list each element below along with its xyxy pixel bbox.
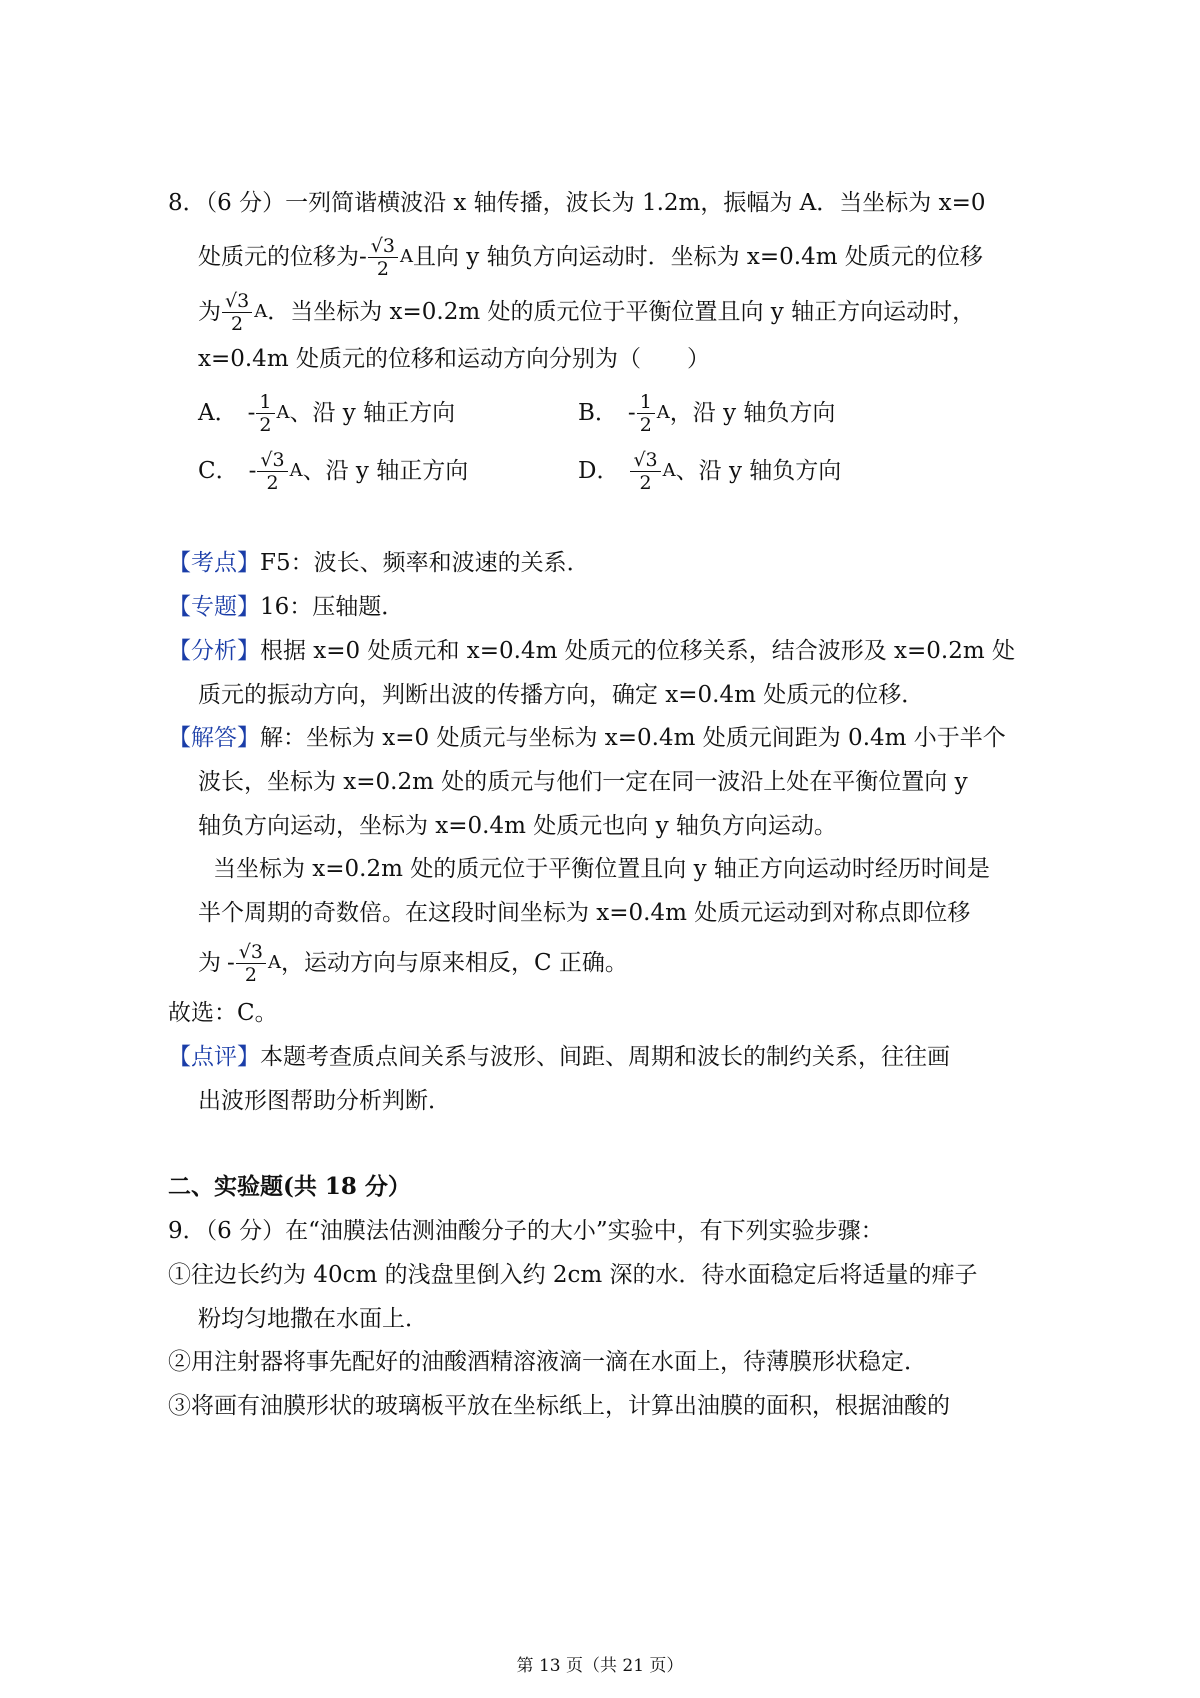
dianping-tag: 【点评】 bbox=[168, 1044, 260, 1070]
frac-unit: A bbox=[254, 301, 268, 322]
frac-num: √3 bbox=[222, 290, 252, 313]
q8-line3-post: ．当坐标为 x=0.2m 处的质元位于平衡位置且向 y 轴正方向运动时， bbox=[267, 299, 976, 325]
frac-unit: A bbox=[662, 460, 676, 481]
frac-unit: A bbox=[267, 952, 281, 973]
neg-sign: - bbox=[247, 400, 256, 426]
option-b-fraction bbox=[628, 391, 670, 436]
dianping-line2: 出波形图帮助分析判断． bbox=[198, 1088, 451, 1114]
frac-den: 2 bbox=[376, 257, 389, 280]
frac-unit: A bbox=[289, 460, 303, 481]
jieda-line6-post: ，运动方向与原来相反，C 正确。 bbox=[280, 950, 628, 976]
zhuanti-text: 16：压轴题． bbox=[260, 594, 405, 620]
frac-unit: A bbox=[656, 402, 670, 423]
q8-line1: 8．（6 分）一列简谐横波沿 x 轴传播，波长为 1.2m，振幅为 A．当坐标为 x=0 bbox=[168, 190, 986, 216]
option-d bbox=[578, 444, 841, 498]
jieda-line6 bbox=[198, 936, 628, 990]
jieda-tag: 【解答】 bbox=[168, 725, 260, 751]
frac-den: 2 bbox=[231, 312, 244, 335]
q8-fraction-2 bbox=[221, 290, 267, 335]
frac-num: 1 bbox=[256, 391, 274, 414]
q8-line2-pre: 处质元的位移为 bbox=[198, 244, 359, 270]
kaodian-tag: 【考点】 bbox=[168, 550, 260, 576]
frac-num: √3 bbox=[368, 235, 398, 258]
frac-unit: A bbox=[276, 402, 290, 423]
neg-sign: - bbox=[227, 950, 235, 976]
q9-step3: ③将画有油膜形状的玻璃板平放在坐标纸上，计算出油膜的面积，根据油酸的 bbox=[168, 1393, 950, 1419]
guxuan-line: 故选：C。 bbox=[168, 1000, 278, 1026]
zhuanti-line bbox=[168, 592, 404, 622]
option-letter: A． bbox=[198, 400, 238, 426]
frac-num: 1 bbox=[637, 391, 655, 414]
neg-sign: - bbox=[359, 244, 367, 270]
q8-line4: x=0.4m 处质元的位移和运动方向分别为（ ） bbox=[198, 346, 710, 372]
frac-num: √3 bbox=[236, 941, 266, 964]
section-heading: 二、实验题(共 18 分） bbox=[168, 1173, 411, 1200]
option-b bbox=[578, 388, 835, 438]
option-a bbox=[198, 388, 455, 438]
option-c bbox=[198, 444, 468, 498]
frac-den: 2 bbox=[639, 413, 652, 436]
option-d-fraction bbox=[629, 449, 675, 494]
q8-line2 bbox=[198, 232, 983, 282]
jieda-text: 解：坐标为 x=0 处质元与坐标为 x=0.4m 处质元间距为 0.4m 小于半个 bbox=[260, 725, 1006, 751]
q8-line3-pre: 为 bbox=[198, 299, 221, 325]
option-text: 、沿 y 轴负方向 bbox=[675, 458, 842, 484]
jieda-line5: 半个周期的奇数倍。在这段时间坐标为 x=0.4m 处质元运动到对称点即位移 bbox=[198, 900, 971, 926]
option-text: 、沿 y 轴正方向 bbox=[302, 458, 469, 484]
frac-num: √3 bbox=[257, 449, 287, 472]
q9-line1: 9．（6 分）在“油膜法估测油酸分子的大小”实验中，有下列实验步骤： bbox=[168, 1218, 884, 1244]
option-letter: C． bbox=[198, 458, 239, 484]
q9-step2: ②用注射器将事先配好的油酸酒精溶液滴一滴在水面上，待薄膜形状稳定． bbox=[168, 1349, 927, 1375]
frac-den: 2 bbox=[244, 963, 257, 986]
jieda-fraction bbox=[227, 941, 281, 986]
neg-sign: - bbox=[627, 400, 636, 426]
kaodian-text: F5：波长、频率和波速的关系． bbox=[260, 550, 590, 576]
option-a-fraction bbox=[248, 391, 290, 436]
fenxi-line2: 质元的振动方向，判断出波的传播方向，确定 x=0.4m 处质元的位移． bbox=[198, 682, 925, 708]
q8-line3 bbox=[198, 287, 975, 337]
fenxi-tag: 【分析】 bbox=[168, 638, 260, 664]
frac-num: √3 bbox=[630, 449, 660, 472]
option-text: ，沿 y 轴负方向 bbox=[669, 400, 836, 426]
kaodian-line bbox=[168, 548, 590, 578]
option-letter: D． bbox=[578, 458, 620, 484]
jieda-line3: 轴负方向运动，坐标为 x=0.4m 处质元也向 y 轴负方向运动。 bbox=[198, 813, 837, 839]
jieda-line6-pre: 为 bbox=[198, 950, 221, 976]
q8-fraction-1 bbox=[359, 235, 413, 280]
dianping-text: 本题考查质点间关系与波形、间距、周期和波长的制约关系，往往画 bbox=[260, 1044, 950, 1070]
frac-den: 2 bbox=[639, 471, 652, 494]
frac-unit: A bbox=[399, 246, 413, 267]
q9-step1b: 粉均匀地撒在水面上． bbox=[198, 1306, 428, 1332]
zhuanti-tag: 【专题】 bbox=[168, 594, 260, 620]
fenxi-line1 bbox=[168, 636, 1015, 666]
q8-line2-post: 且向 y 轴负方向运动时．坐标为 x=0.4m 处质元的位移 bbox=[412, 244, 983, 270]
fenxi-text: 根据 x=0 处质元和 x=0.4m 处质元的位移关系，结合波形及 x=0.2m 处 bbox=[260, 638, 1016, 664]
option-c-fraction bbox=[249, 449, 303, 494]
page-footer: 第 13 页（共 21 页） bbox=[516, 1656, 684, 1676]
option-text: 、沿 y 轴正方向 bbox=[289, 400, 456, 426]
jieda-line2: 波长，坐标为 x=0.2m 处的质元与他们一定在同一波沿上处在平衡位置向 y bbox=[198, 769, 968, 795]
q9-step1a: ①往边长约为 40cm 的浅盘里倒入约 2cm 深的水．待水面稳定后将适量的痱子 bbox=[168, 1262, 978, 1288]
frac-den: 2 bbox=[266, 471, 279, 494]
neg-sign: - bbox=[248, 458, 257, 484]
jieda-line1 bbox=[168, 723, 1006, 753]
dianping-line1 bbox=[168, 1042, 950, 1072]
jieda-line4: 当坐标为 x=0.2m 处的质元位于平衡位置且向 y 轴正方向运动时经历时间是 bbox=[213, 856, 990, 882]
frac-den: 2 bbox=[259, 413, 272, 436]
option-letter: B． bbox=[578, 400, 618, 426]
